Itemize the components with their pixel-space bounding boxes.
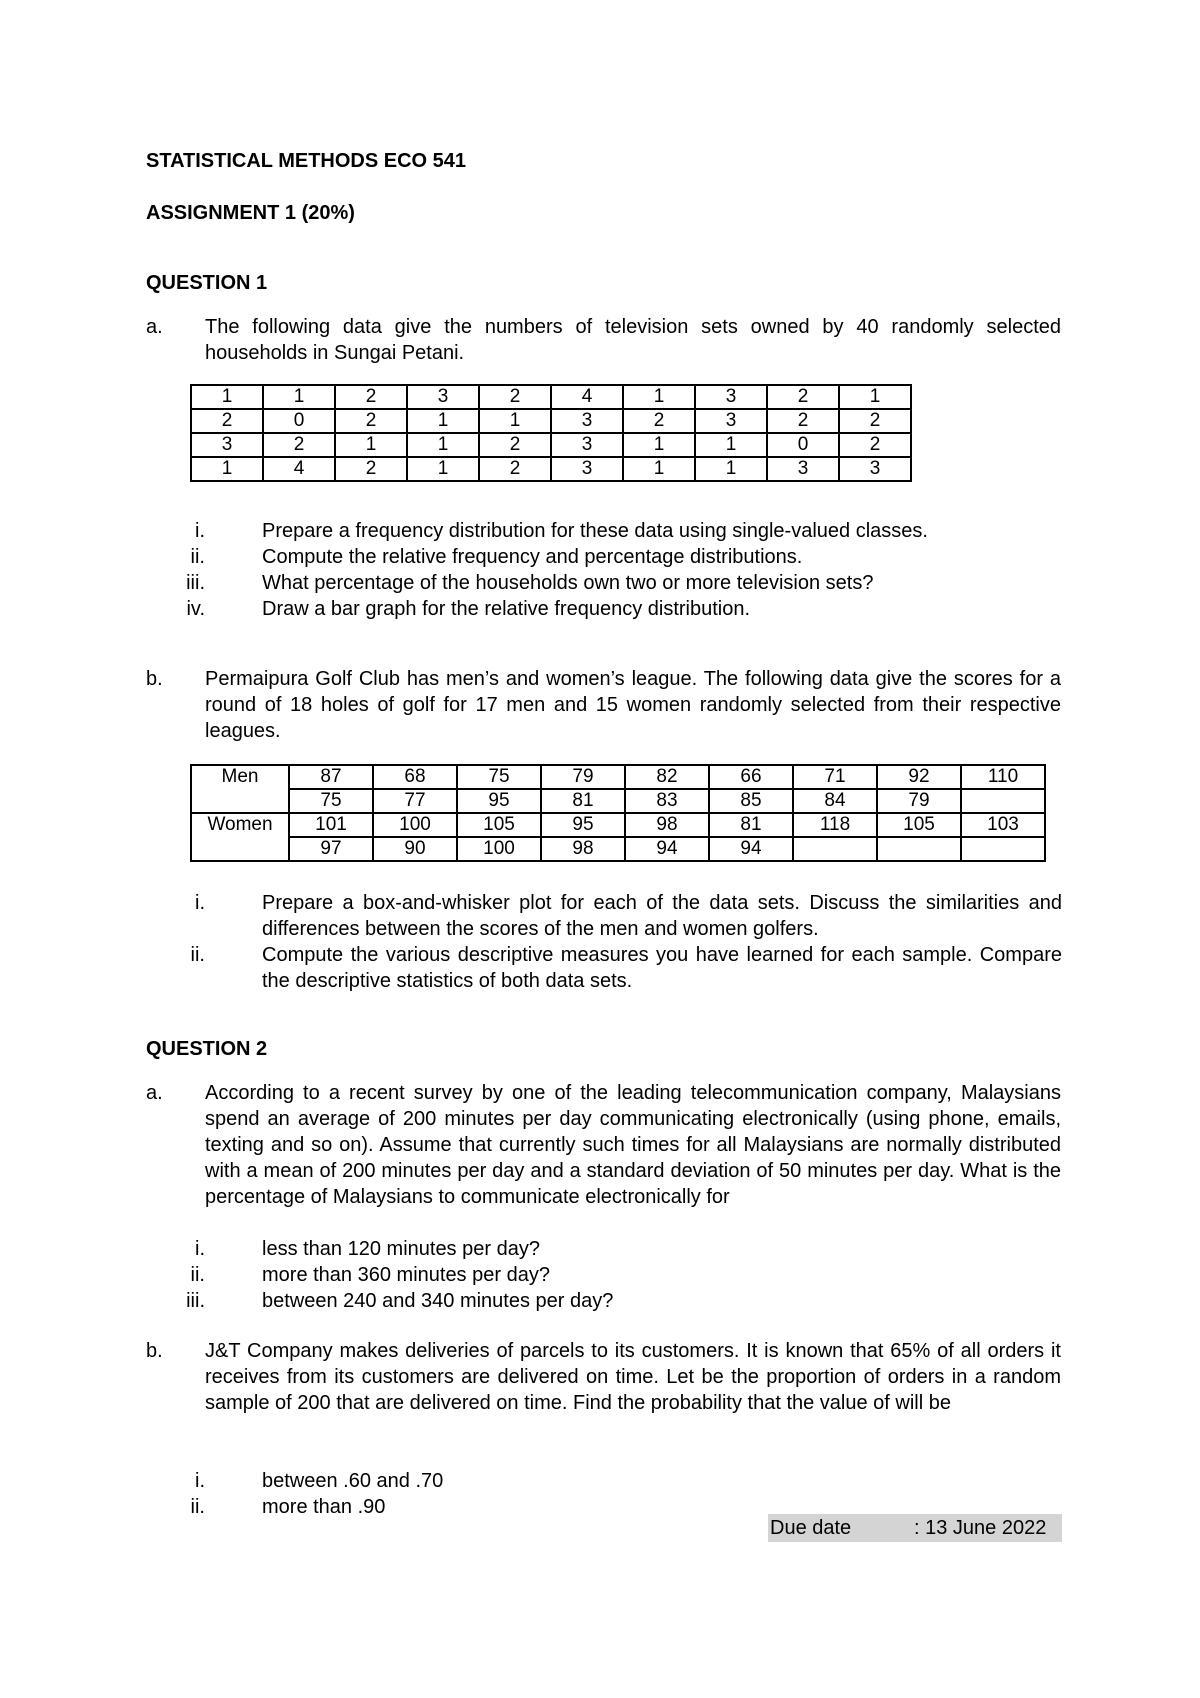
golf-score-cell: 118 — [793, 813, 877, 837]
item-number: i. — [195, 1470, 205, 1492]
due-date-label: Due date — [770, 1517, 852, 1539]
tv-table-cell: 1 — [839, 385, 911, 409]
q2b-text: J&T Company makes deliveries of parcels to its customers. It is known that 65% of all orders it receives from its customers are delivered on time. Let be the proportion of orders in a random sample of 200 that are delivered on time. Find the probability that the value of will be — [205, 1340, 1061, 1414]
golf-women-label: Women — [191, 813, 289, 861]
q2a-label: a. — [146, 1082, 163, 1104]
tv-table-cell: 2 — [335, 457, 407, 481]
tv-table-cell: 3 — [695, 385, 767, 409]
golf-men-row — [191, 789, 1045, 813]
item-text: Compute the relative frequency and percentage distributions. — [262, 546, 803, 568]
golf-score-cell: 94 — [625, 837, 709, 861]
item-number: i. — [195, 520, 205, 542]
golf-score-cell: 110 — [961, 765, 1045, 789]
golf-score-cell: 94 — [709, 837, 793, 861]
tv-table-row — [191, 385, 911, 409]
tv-table-cell: 3 — [767, 457, 839, 481]
tv-table-cell: 3 — [695, 409, 767, 433]
tv-table-cell: 1 — [407, 433, 479, 457]
golf-score-cell: 98 — [625, 813, 709, 837]
item-text: Prepare a box-and-whisker plot for each of the data sets. Discuss the similarities and differences between the scores of the men and women golfers. — [262, 892, 1062, 940]
item-number: iii. — [186, 572, 205, 594]
tv-table-row — [191, 457, 911, 481]
item-text: Prepare a frequency distribution for these data using single-valued classes. — [262, 520, 928, 542]
question-2-title: QUESTION 2 — [146, 1038, 268, 1060]
item-text: more than .90 — [262, 1496, 386, 1518]
tv-table-cell: 1 — [623, 385, 695, 409]
golf-score-cell — [793, 837, 877, 861]
golf-score-cell: 81 — [541, 789, 625, 813]
golf-score-cell: 87 — [289, 765, 373, 789]
golf-score-cell: 90 — [373, 837, 457, 861]
item-text: between 240 and 340 minutes per day? — [262, 1290, 614, 1312]
tv-table-cell: 3 — [551, 457, 623, 481]
golf-score-cell: 95 — [457, 789, 541, 813]
tv-table-cell: 1 — [407, 457, 479, 481]
golf-score-cell — [961, 789, 1045, 813]
item-text: Draw a bar graph for the relative frequency distribution. — [262, 598, 751, 620]
item-number: iii. — [186, 1290, 205, 1312]
golf-men-row — [191, 765, 1045, 789]
course-title: STATISTICAL METHODS ECO 541 — [146, 150, 467, 172]
tv-table-row — [191, 433, 911, 457]
golf-men-label: Men — [191, 765, 289, 813]
golf-score-cell: 83 — [625, 789, 709, 813]
tv-table-cell: 4 — [263, 457, 335, 481]
assignment-title: ASSIGNMENT 1 (20%) — [146, 202, 355, 224]
tv-table-cell: 4 — [551, 385, 623, 409]
golf-score-cell: 79 — [541, 765, 625, 789]
golf-score-cell: 77 — [373, 789, 457, 813]
tv-table-cell: 3 — [551, 409, 623, 433]
q1a-label: a. — [146, 316, 163, 338]
golf-women-row — [191, 837, 1045, 861]
tv-table-cell: 1 — [623, 457, 695, 481]
tv-table-cell: 0 — [263, 409, 335, 433]
golf-score-cell: 98 — [541, 837, 625, 861]
tv-table-cell: 3 — [551, 433, 623, 457]
q1b-text: Permaipura Golf Club has men’s and women’s league. The following data give the scores for a round of 18 holes of golf for 17 men and 15 women randomly selected from their respective leagues. — [205, 668, 1061, 742]
golf-score-cell: 81 — [709, 813, 793, 837]
tv-table-cell: 1 — [479, 409, 551, 433]
golf-score-cell: 71 — [793, 765, 877, 789]
tv-table-cell: 2 — [191, 409, 263, 433]
golf-score-cell: 105 — [877, 813, 961, 837]
question-1-title: QUESTION 1 — [146, 272, 268, 294]
item-number: ii. — [190, 944, 205, 966]
tv-table-cell: 2 — [335, 409, 407, 433]
tv-table-cell: 1 — [695, 457, 767, 481]
golf-score-cell — [877, 837, 961, 861]
tv-table-cell: 0 — [767, 433, 839, 457]
golf-score-cell: 66 — [709, 765, 793, 789]
q2a-text: According to a recent survey by one of the leading telecommunication company, Malaysians spend an average of 200 minutes per day communicating electronically (using phone, emails, texting and so on). Assume that currently such times for all Malaysians are normally distributed with a mean of 200 minutes per day and a standard deviation of 50 minutes per day. What is the percentage of Malaysians to communicate electronically for — [205, 1082, 1061, 1208]
golf-score-cell: 82 — [625, 765, 709, 789]
item-number: ii. — [190, 1264, 205, 1286]
due-date-box — [768, 1514, 1062, 1542]
tv-sets-table — [190, 384, 912, 482]
tv-table-cell: 1 — [191, 385, 263, 409]
tv-table-cell: 3 — [839, 457, 911, 481]
tv-table-cell: 2 — [479, 385, 551, 409]
golf-scores-table — [190, 764, 1046, 862]
tv-table-cell: 3 — [191, 433, 263, 457]
tv-table-cell: 3 — [407, 385, 479, 409]
item-number: i. — [195, 1238, 205, 1260]
tv-table-cell: 1 — [623, 433, 695, 457]
tv-table-cell: 2 — [335, 385, 407, 409]
item-text: more than 360 minutes per day? — [262, 1264, 550, 1286]
tv-table-row — [191, 409, 911, 433]
item-text: less than 120 minutes per day? — [262, 1238, 540, 1260]
golf-score-cell: 79 — [877, 789, 961, 813]
golf-score-cell: 84 — [793, 789, 877, 813]
tv-table-cell: 2 — [767, 385, 839, 409]
item-number: i. — [195, 892, 205, 914]
item-text: Compute the various descriptive measures you have learned for each sample. Compare the descriptive statistics of both data sets. — [262, 944, 1062, 992]
item-number: ii. — [190, 546, 205, 568]
item-number: ii. — [190, 1496, 205, 1518]
tv-table-cell: 1 — [191, 457, 263, 481]
tv-table-cell: 2 — [839, 433, 911, 457]
golf-score-cell: 75 — [457, 765, 541, 789]
tv-table-cell: 2 — [623, 409, 695, 433]
q1a-text: The following data give the numbers of television sets owned by 40 randomly selected households in Sungai Petani. — [205, 316, 1061, 364]
due-date-value: : 13 June 2022 — [914, 1517, 1047, 1539]
tv-table-cell: 1 — [335, 433, 407, 457]
golf-score-cell: 103 — [961, 813, 1045, 837]
golf-score-cell: 92 — [877, 765, 961, 789]
item-number: iv. — [186, 598, 205, 620]
golf-score-cell: 97 — [289, 837, 373, 861]
golf-score-cell: 68 — [373, 765, 457, 789]
tv-table-cell: 2 — [767, 409, 839, 433]
golf-score-cell — [961, 837, 1045, 861]
tv-table-cell: 1 — [263, 385, 335, 409]
golf-women-row — [191, 813, 1045, 837]
tv-table-cell: 2 — [479, 457, 551, 481]
tv-table-cell: 2 — [839, 409, 911, 433]
golf-score-cell: 75 — [289, 789, 373, 813]
golf-score-cell: 95 — [541, 813, 625, 837]
item-text: between .60 and .70 — [262, 1470, 444, 1492]
tv-table-cell: 1 — [695, 433, 767, 457]
golf-score-cell: 100 — [373, 813, 457, 837]
golf-score-cell: 101 — [289, 813, 373, 837]
tv-table-cell: 2 — [479, 433, 551, 457]
golf-score-cell: 100 — [457, 837, 541, 861]
golf-score-cell: 105 — [457, 813, 541, 837]
tv-table-cell: 1 — [407, 409, 479, 433]
q1b-label: b. — [146, 668, 163, 690]
q2b-label: b. — [146, 1340, 163, 1362]
tv-table-cell: 2 — [263, 433, 335, 457]
golf-score-cell: 85 — [709, 789, 793, 813]
item-text: What percentage of the households own two or more television sets? — [262, 572, 874, 594]
